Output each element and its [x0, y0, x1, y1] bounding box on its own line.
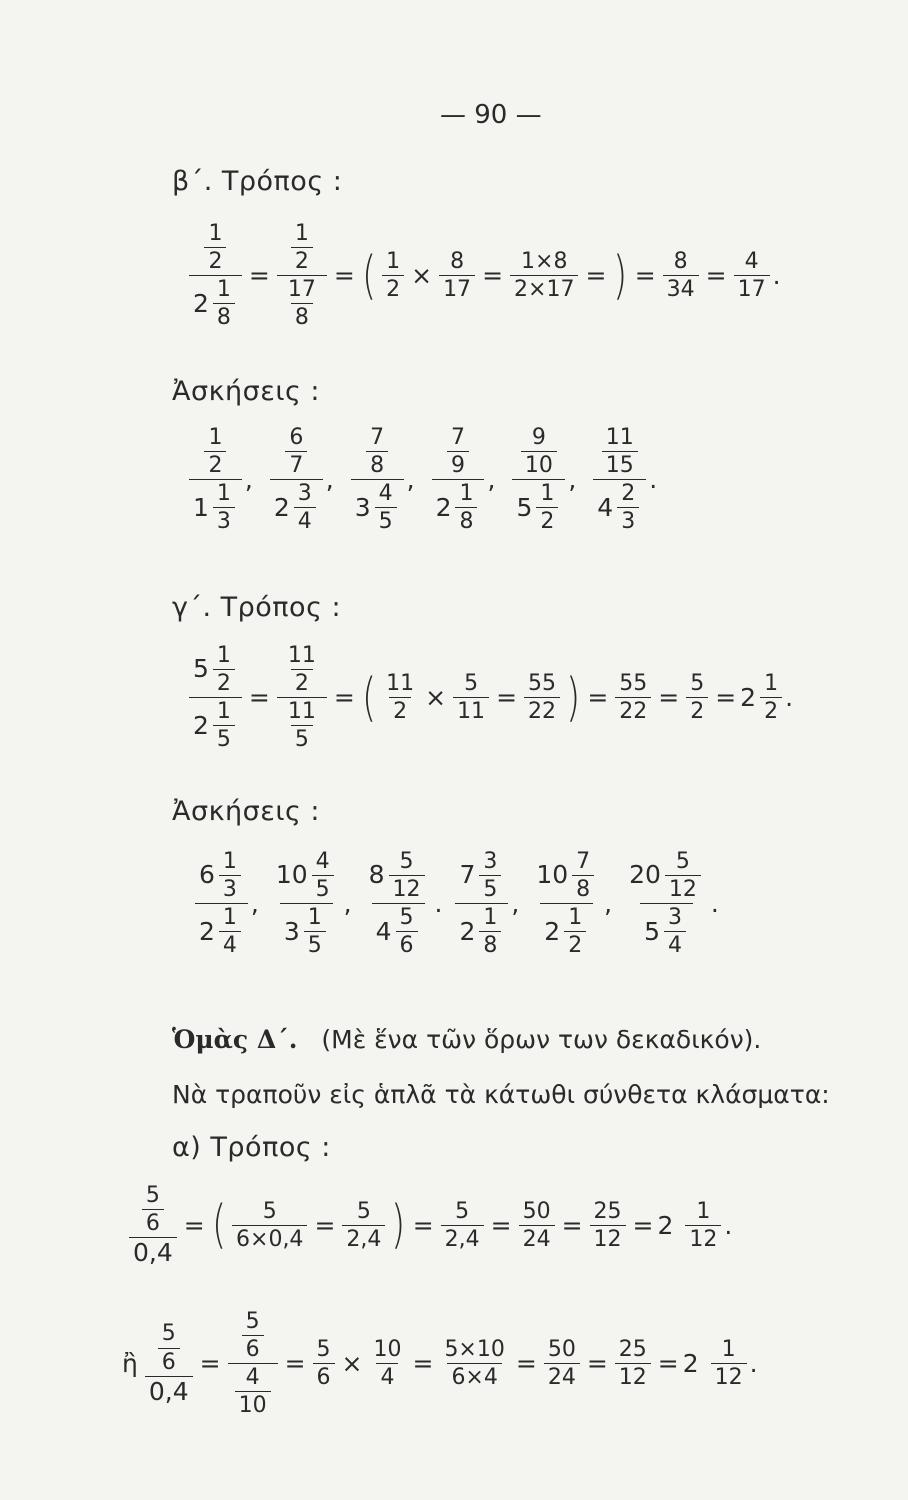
- separator: .: [649, 465, 658, 495]
- example-b-second-fraction: $\frac{\frac{1}{2}}{\frac{17}{8}}$: [277, 222, 327, 329]
- fractional-part: [617, 482, 639, 533]
- fraction-denominator: 5: [312, 875, 334, 901]
- fraction-numerator: 1: [459, 481, 474, 507]
- denominator-mixed-number: [355, 482, 400, 533]
- fraction-numerator: 1: [222, 849, 237, 874]
- denominator-mixed-number: [516, 482, 561, 533]
- fraction-numerator: 4: [315, 849, 330, 874]
- fractional-part: [665, 850, 701, 901]
- compound-denominator: [195, 903, 248, 957]
- whole-part: 2: [199, 916, 215, 946]
- group-d-header: [172, 1025, 761, 1054]
- compound-numerator: [195, 850, 248, 903]
- fractional-part: [213, 482, 235, 533]
- whole-part: 10: [536, 860, 569, 890]
- separator: .: [434, 889, 443, 919]
- fraction-denominator: 9: [447, 451, 469, 477]
- group-d-subtitle: (Μὲ ἕνα τῶν ὅρων των δεκαδικόν).: [321, 1025, 762, 1054]
- numerator-fraction: [204, 426, 226, 477]
- compound-denominator: [540, 903, 593, 957]
- compound-denominator: [189, 479, 242, 533]
- fraction-denominator: 4: [294, 507, 316, 533]
- numerator-mixed-number: [629, 850, 704, 901]
- exercise-b-6: [590, 426, 657, 533]
- fraction-denominator: 8: [479, 931, 501, 957]
- exercise-c-6: [622, 850, 719, 957]
- fraction-numerator: 1: [307, 905, 322, 931]
- separator: ,: [343, 889, 352, 919]
- denominator-mixed-number: [644, 906, 689, 957]
- compound-numerator: [359, 426, 395, 479]
- denominator-mixed-number: [544, 906, 589, 957]
- section-b-worked-example: $\frac{1}{2}$ 2 $\frac{1}{8}$ = $\frac{\frac{1}{2}}{\frac{17}{8}}$ = ( $\frac{1}{2}$ × $\frac{8}{17}$ = $\frac{1\times 8}{2\times 17}$ = ) = $\frac{8}{34}$ = $\frac{4}{17}$ .: [186, 222, 781, 329]
- whole-part: 2: [459, 916, 476, 946]
- fraction-numerator: 3: [297, 481, 312, 507]
- group-d-heading-a: α) Τρόπος :: [172, 1132, 331, 1163]
- whole-part: 3: [283, 916, 300, 946]
- compound-fraction: [189, 426, 242, 533]
- denominator-mixed-number: [274, 482, 319, 533]
- compound-fraction: [532, 850, 601, 957]
- fraction-numerator: 5: [675, 849, 690, 874]
- separator: ,: [511, 889, 520, 919]
- section-c-exercises: [192, 850, 719, 957]
- separator: ,: [487, 465, 496, 495]
- fraction-denominator: 5: [375, 507, 397, 533]
- separator: ,: [568, 465, 577, 495]
- whole-part: 3: [354, 492, 371, 522]
- numerator-mixed-number: [199, 850, 244, 901]
- section-c-heading: γ΄. Τρόπος :: [172, 592, 342, 623]
- fractional-part: [294, 482, 316, 533]
- fraction-denominator: 8: [572, 875, 594, 901]
- fraction-numerator: 9: [531, 425, 546, 450]
- fraction-denominator: 10: [521, 451, 557, 477]
- compound-numerator: [514, 426, 564, 479]
- compound-fraction: [432, 426, 485, 533]
- compound-denominator: [351, 479, 404, 533]
- fractional-part: [219, 906, 241, 957]
- fraction-denominator: 8: [455, 507, 477, 533]
- compound-numerator: [272, 850, 341, 903]
- fraction-numerator: 4: [378, 481, 393, 507]
- fraction-denominator: 3: [617, 507, 639, 533]
- fraction-numerator: 5: [399, 849, 414, 874]
- denominator-mixed-number: [193, 482, 238, 533]
- compound-fraction: [365, 850, 432, 957]
- fraction-denominator: 12: [665, 875, 701, 901]
- compound-numerator: [532, 850, 601, 903]
- whole-part: 5: [644, 916, 660, 946]
- numerator-fraction: [447, 426, 469, 477]
- fraction-numerator: 3: [667, 905, 682, 931]
- numerator-fraction: [366, 426, 388, 477]
- numerator-mixed-number: [459, 850, 504, 901]
- denominator-mixed-number: [376, 906, 421, 957]
- fraction-denominator: 5: [479, 875, 501, 901]
- exercise-b-4: [429, 426, 496, 533]
- denominator-mixed-number: [199, 906, 244, 957]
- denominator-mixed-number: [436, 482, 481, 533]
- fraction-numerator: 1: [216, 481, 231, 507]
- fraction-denominator: 7: [285, 451, 307, 477]
- fraction-denominator: 12: [389, 875, 425, 901]
- example-c-left-fraction: 5 $\frac{1}{2}$ 2 $\frac{1}{5}$: [189, 644, 242, 751]
- example-b-left-fraction: $\frac{1}{2}$ 2 $\frac{1}{8}$: [189, 222, 242, 329]
- whole-part: 20: [629, 860, 661, 890]
- section-b-heading: β΄. Τρόπος :: [172, 166, 343, 197]
- page-number: — 90 —: [440, 100, 542, 130]
- fractional-part: [479, 906, 501, 957]
- numerator-mixed-number: [536, 850, 597, 901]
- example-c-second-fraction: $\frac{\frac{11}{2}}{\frac{11}{5}}$: [277, 644, 327, 751]
- whole-part: 2: [544, 916, 561, 946]
- whole-part: 8: [368, 860, 385, 890]
- fractional-part: [479, 850, 501, 901]
- numerator-fraction: [285, 426, 307, 477]
- fraction-denominator: 2: [536, 507, 558, 533]
- whole-part: 5: [516, 492, 533, 522]
- example-d2-left-fraction: $\frac{\frac{5}{6}}{0,4}$: [145, 1322, 193, 1404]
- exercise-b-5: [509, 426, 576, 533]
- numerator-mixed-number: [276, 850, 337, 901]
- fraction-numerator: 7: [451, 425, 466, 450]
- compound-fraction: [512, 426, 565, 533]
- fraction-denominator: 3: [213, 507, 235, 533]
- compound-fraction: [593, 426, 646, 533]
- separator: ,: [604, 889, 613, 919]
- example-d2-second-fraction: $\frac{\frac{5}{6}}{\frac{4}{10}}$: [228, 1310, 278, 1417]
- compound-numerator: [595, 426, 645, 479]
- separator: .: [710, 889, 719, 919]
- fraction-denominator: 4: [219, 931, 241, 957]
- separator: ,: [325, 465, 334, 495]
- exercise-b-1: [186, 426, 253, 533]
- fractional-part: [455, 482, 477, 533]
- fractional-part: [219, 850, 241, 901]
- section-b-exercises: [186, 426, 657, 533]
- compound-denominator: [432, 479, 485, 533]
- fraction-numerator: 1: [540, 481, 555, 507]
- whole-part: 6: [199, 860, 215, 890]
- fraction-numerator: 7: [370, 425, 385, 450]
- compound-denominator: [455, 903, 508, 957]
- compound-fraction: [270, 426, 323, 533]
- fractional-part: [304, 906, 326, 957]
- compound-denominator: [640, 903, 693, 957]
- exercise-b-3: [348, 426, 415, 533]
- whole-part: 7: [459, 860, 476, 890]
- compound-denominator: [372, 903, 425, 957]
- separator: ,: [250, 889, 259, 919]
- fractional-part: [389, 850, 425, 901]
- numerator-mixed-number: [369, 850, 428, 901]
- fractional-part: [375, 482, 397, 533]
- exercise-c-3: [362, 850, 443, 957]
- compound-fraction: [351, 426, 404, 533]
- compound-numerator: [440, 426, 476, 479]
- fraction-denominator: 5: [304, 931, 326, 957]
- compound-fraction: [195, 850, 248, 957]
- whole-part: 2: [435, 492, 452, 522]
- exercise-c-4: [452, 850, 519, 957]
- fractional-part: [564, 906, 586, 957]
- compound-fraction: [625, 850, 708, 957]
- whole-part: 10: [275, 860, 308, 890]
- compound-denominator: [512, 479, 565, 533]
- separator: ,: [406, 465, 415, 495]
- exercise-c-1: [192, 850, 259, 957]
- section-b-exercises-label: Ἀσκήσεις :: [172, 376, 320, 407]
- whole-part: 4: [375, 916, 392, 946]
- exercise-c-5: [529, 850, 612, 957]
- fraction-numerator: 6: [289, 425, 304, 450]
- separator: ,: [244, 465, 253, 495]
- exercise-b-2: [267, 426, 334, 533]
- exercise-c-2: [269, 850, 352, 957]
- numerator-fraction: [602, 426, 638, 477]
- fraction-denominator: 8: [366, 451, 388, 477]
- compound-denominator: [593, 479, 646, 533]
- compound-numerator: [365, 850, 432, 903]
- fraction-denominator: 15: [602, 451, 638, 477]
- fraction-numerator: 5: [399, 905, 414, 931]
- numerator-fraction: [521, 426, 557, 477]
- fraction-numerator: 1: [208, 425, 223, 450]
- fractional-part: [536, 482, 558, 533]
- fraction-denominator: 3: [219, 875, 241, 901]
- denominator-mixed-number: [597, 482, 642, 533]
- denominator-mixed-number: [459, 906, 504, 957]
- fraction-numerator: 1: [483, 905, 498, 931]
- fraction-denominator: 2: [564, 931, 586, 957]
- group-d-example-2: ἢ $\frac{\frac{5}{6}}{0,4}$ = $\frac{\frac{5}{6}}{\frac{4}{10}}$ = $\frac{5}{6}$ × $\frac{10}{4}$ = $\frac{5\times 10}{6\times 4}$ = $\frac{50}{24}$ = $\frac{25}{12}$ = 2 $\frac{1}{12}$ .: [118, 1310, 758, 1417]
- whole-part: 1: [193, 492, 209, 522]
- fraction-numerator: 7: [576, 849, 591, 874]
- group-d-example-1: $\frac{\frac{5}{6}}{0,4}$ = ( $\frac{5}{6\times 0,4}$ = $\frac{5}{2,4}$ ) = $\frac{5}{2,4}$ = $\frac{50}{24}$ = $\frac{25}{12}$ = 2 $\frac{1}{12}$ .: [126, 1184, 732, 1266]
- compound-numerator: [455, 850, 508, 903]
- fraction-numerator: 3: [483, 849, 498, 874]
- compound-numerator: [197, 426, 233, 479]
- denominator-mixed-number: [284, 906, 329, 957]
- fraction-numerator: 2: [621, 481, 636, 507]
- fractional-part: [312, 850, 334, 901]
- fractional-part: [664, 906, 686, 957]
- compound-numerator: [625, 850, 708, 903]
- example-d1-left-fraction: $\frac{\frac{5}{6}}{0,4}$: [129, 1184, 177, 1266]
- compound-denominator: [280, 903, 333, 957]
- compound-fraction: [272, 850, 341, 957]
- section-c-worked-example: 5 $\frac{1}{2}$ 2 $\frac{1}{5}$ = $\frac{\frac{11}{2}}{\frac{11}{5}}$ = ( $\frac{11}{2}$ × $\frac{5}{11}$ = $\frac{55}{22}$ ) = $\frac{55}{22}$ = $\frac{5}{2}$ = 2 $\frac{1}{2}$ .: [186, 644, 793, 751]
- group-d-title: Ὁμὰς Δ΄.: [172, 1025, 298, 1054]
- compound-numerator: [278, 426, 314, 479]
- alt-marker: ἢ: [122, 1349, 138, 1379]
- fraction-denominator: 4: [664, 931, 686, 957]
- compound-denominator: [270, 479, 323, 533]
- whole-part: 2: [273, 492, 290, 522]
- fraction-numerator: 1: [568, 905, 583, 931]
- fraction-denominator: 6: [396, 931, 418, 957]
- fraction-numerator: 11: [605, 425, 634, 450]
- group-d-instruction: Νὰ τραποῦν εἰς ἁπλᾶ τὰ κάτωθι σύνθετα κλάσματα:: [172, 1080, 830, 1109]
- compound-fraction: [455, 850, 508, 957]
- fraction-numerator: 1: [222, 905, 237, 931]
- fractional-part: [572, 850, 594, 901]
- fractional-part: [396, 906, 418, 957]
- fraction-denominator: 2: [204, 451, 226, 477]
- whole-part: 4: [597, 492, 614, 522]
- section-c-exercises-label: Ἀσκήσεις :: [172, 796, 320, 827]
